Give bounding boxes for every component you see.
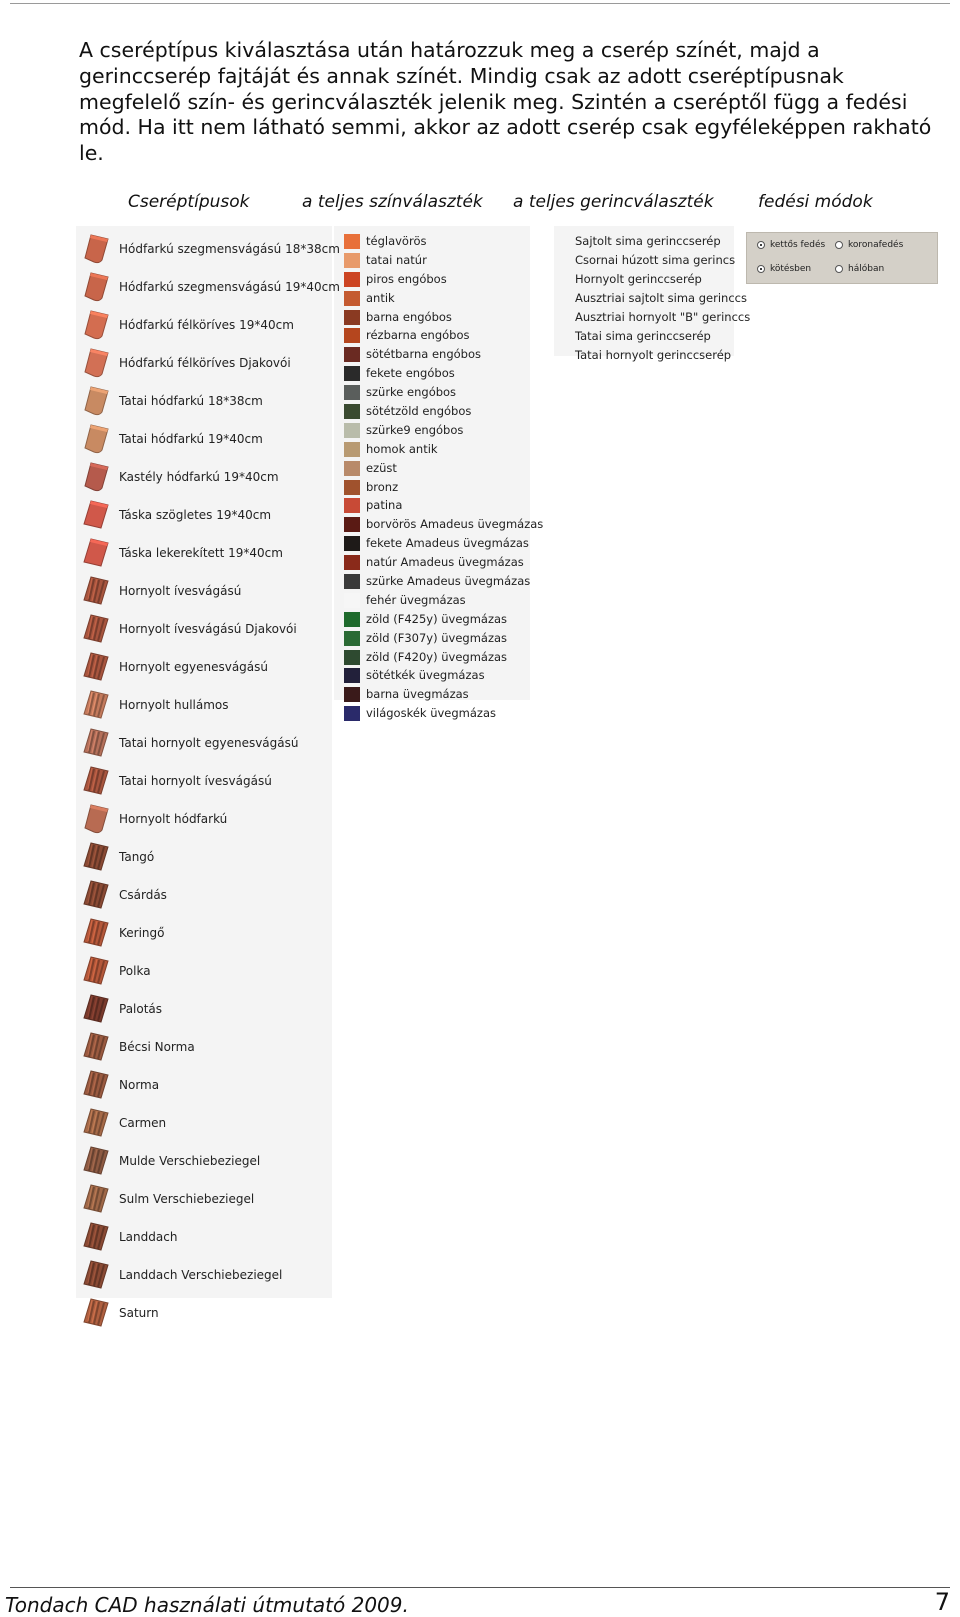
roof-tile-icon (82, 1031, 110, 1063)
ridge-option[interactable]: Tatai sima gerinccserép (575, 329, 711, 343)
color-swatch (344, 328, 360, 343)
tile-type-label: Tatai hódfarkú 18*38cm (119, 394, 263, 408)
tile-type-label: Saturn (119, 1306, 159, 1320)
roof-tile-icon (82, 841, 110, 873)
color-label: tatai natúr (366, 252, 427, 267)
tile-type-item[interactable] (79, 839, 339, 877)
tile-type-item[interactable] (79, 269, 339, 307)
ridge-option[interactable]: Ausztriai hornyolt "B" gerinccs (575, 310, 751, 324)
tile-type-item[interactable] (79, 535, 339, 573)
color-swatch (344, 480, 360, 495)
footer-title: Tondach CAD használati útmutató 2009. (5, 1593, 409, 1617)
color-option[interactable] (342, 705, 542, 724)
tile-type-item[interactable] (79, 611, 339, 649)
color-list (342, 233, 542, 724)
tile-type-item[interactable] (79, 801, 339, 839)
color-option[interactable] (342, 630, 542, 649)
radio-option[interactable] (757, 264, 811, 274)
color-swatch (344, 687, 360, 702)
color-option[interactable] (342, 554, 542, 573)
tile-type-item[interactable] (79, 383, 339, 421)
tile-type-item[interactable] (79, 915, 339, 953)
ridge-option[interactable]: Ausztriai sajtolt sima gerinccs (575, 291, 747, 305)
color-option[interactable] (342, 516, 542, 535)
tile-type-label: Csárdás (119, 888, 167, 902)
color-swatch (344, 291, 360, 306)
tile-type-label: Landdach Verschiebeziegel (119, 1268, 283, 1282)
color-option[interactable] (342, 479, 542, 498)
color-label: fekete engóbos (366, 366, 455, 381)
roof-tile-icon (82, 1221, 110, 1253)
color-label: téglavörös (366, 234, 427, 248)
tile-type-item[interactable] (79, 687, 339, 725)
radio-option[interactable] (757, 240, 825, 250)
tile-type-item[interactable] (79, 1219, 339, 1257)
ridge-option[interactable]: Tatai hornyolt gerinccserép (575, 348, 732, 362)
roof-tile-icon (82, 651, 110, 683)
tile-type-label: Táska lekerekített 19*40cm (119, 546, 283, 560)
color-label: fekete Amadeus üvegmázas (366, 536, 529, 551)
color-label: szürke Amadeus üvegmázas (366, 574, 531, 589)
color-swatch (344, 310, 360, 325)
radio-option[interactable] (835, 264, 884, 274)
tile-type-label: Tatai hornyolt egyenesvágású (119, 736, 299, 750)
tile-type-label: Hódfarkú félköríves Djakovói (119, 356, 291, 370)
tile-type-item[interactable] (79, 1143, 339, 1181)
tile-type-label: Hornyolt ívesvágású (119, 584, 242, 598)
color-swatch (344, 366, 360, 381)
color-option[interactable] (342, 611, 542, 630)
roof-tile-icon (82, 1069, 110, 1101)
color-option[interactable] (342, 460, 542, 479)
tile-type-label: Bécsi Norma (119, 1040, 195, 1054)
color-option[interactable] (342, 573, 542, 592)
color-label: sötétbarna engóbos (366, 347, 482, 362)
roof-tile-icon (82, 499, 110, 531)
color-label: világoskék üvegmázas (366, 706, 497, 721)
color-option[interactable] (342, 686, 542, 705)
color-swatch (344, 593, 360, 608)
color-label: borvörös Amadeus üvegmázas (366, 517, 544, 532)
color-label: sötétkék üvegmázas (366, 668, 485, 683)
tile-type-label: Norma (119, 1078, 160, 1092)
color-swatch (344, 706, 360, 721)
roof-tile-icon (82, 1107, 110, 1139)
tile-type-item[interactable] (79, 421, 339, 459)
tile-type-item[interactable] (79, 725, 339, 763)
tile-type-label: Tatai hódfarkú 19*40cm (119, 432, 263, 446)
tile-type-label: Hornyolt hullámos (119, 698, 229, 712)
color-label: fehér üvegmázas (366, 592, 466, 607)
color-option[interactable] (342, 667, 542, 686)
color-swatch (344, 574, 360, 589)
color-label: barna engóbos (366, 309, 452, 324)
color-label: szürke9 engóbos (366, 422, 464, 437)
tile-type-label: Tangó (119, 850, 155, 864)
color-swatch (344, 253, 360, 268)
tile-type-item[interactable] (79, 1105, 339, 1143)
color-option[interactable] (342, 441, 542, 460)
color-option[interactable] (342, 327, 542, 346)
roof-tile-icon (82, 575, 110, 607)
color-option[interactable] (342, 649, 542, 668)
color-label: piros engóbos (366, 271, 447, 286)
color-label: zöld (F307y) üvegmázas (366, 630, 508, 645)
header-colors: a teljes színválaszték (302, 192, 483, 212)
radio-label: koronafedés (848, 240, 904, 250)
tile-type-label: Hornyolt ívesvágású Djakovói (119, 622, 297, 636)
bottom-rule (10, 1587, 950, 1588)
tile-type-item[interactable] (79, 1257, 339, 1295)
color-swatch (344, 423, 360, 438)
tile-type-item[interactable] (79, 1067, 339, 1105)
color-swatch (344, 404, 360, 419)
ridge-list (573, 233, 753, 366)
radio-dot-icon (757, 265, 765, 273)
color-swatch (344, 536, 360, 551)
tile-type-label: Palotás (119, 1002, 163, 1016)
radio-label: hálóban (848, 264, 885, 274)
color-label: rézbarna engóbos (366, 328, 470, 343)
color-label: sötétzöld engóbos (366, 404, 472, 419)
tile-type-item[interactable] (79, 497, 339, 535)
roof-tile-icon (82, 1259, 110, 1291)
color-swatch (344, 555, 360, 570)
color-option[interactable] (342, 497, 542, 516)
tile-type-item[interactable] (79, 459, 339, 497)
tile-type-item[interactable] (79, 1295, 339, 1333)
intro-paragraph: A cseréptípus kiválasztása után határozzuk meg a cserép színét, majd a gerinccserép fajtáját és annak színét. Mindig csak az adott cseréptípusnak megfelelő szín- és gerincválaszték jelenik meg. Szintén a cseréptől függ a fedési mód. Ha itt nem látható semmi, akkor az adott cserép csak egyféleképpen rakható le. (79, 38, 932, 166)
color-option[interactable] (342, 535, 542, 554)
color-label: patina (366, 498, 403, 513)
color-swatch (344, 234, 360, 249)
color-swatch (344, 347, 360, 362)
radio-option[interactable] (835, 240, 903, 250)
page-number: 7 (934, 1588, 950, 1616)
roof-tile-icon (82, 537, 110, 569)
radio-dot-icon (835, 241, 843, 249)
tile-type-label: Hornyolt egyenesvágású (119, 660, 268, 674)
roof-tile-icon (82, 917, 110, 949)
color-swatch (344, 631, 360, 646)
color-label: szürke engóbos (366, 385, 457, 400)
radio-label: kötésben (770, 264, 812, 274)
color-option[interactable] (342, 365, 542, 384)
color-swatch (344, 612, 360, 627)
color-label: zöld (F425y) üvegmázas (366, 611, 508, 626)
radio-label: kettős fedés (770, 240, 826, 250)
roof-tile-icon (82, 993, 110, 1025)
color-label: zöld (F420y) üvegmázas (366, 649, 508, 664)
color-option[interactable] (342, 384, 542, 403)
roof-tile-icon (82, 613, 110, 645)
tile-type-item[interactable] (79, 953, 339, 991)
ridge-option[interactable]: Hornyolt gerinccserép (575, 272, 702, 286)
roof-tile-icon (82, 955, 110, 987)
roof-tile-icon (82, 385, 110, 417)
radio-dot-icon (757, 241, 765, 249)
roof-tile-icon (82, 1145, 110, 1177)
header-tile-types: Cseréptípusok (128, 192, 250, 212)
color-swatch (344, 272, 360, 287)
tile-type-label: Tatai hornyolt ívesvágású (119, 774, 272, 788)
color-label: ezüst (366, 460, 397, 475)
roof-tile-icon (82, 1183, 110, 1215)
color-option[interactable] (342, 252, 542, 271)
covering-row-1 (747, 233, 937, 257)
color-label: barna üvegmázas (366, 687, 469, 702)
tile-type-item[interactable] (79, 649, 339, 687)
roof-tile-icon (82, 879, 110, 911)
color-option[interactable] (342, 233, 542, 252)
header-covering: fedési módok (758, 192, 873, 212)
color-option[interactable] (342, 271, 542, 290)
tile-type-label: Táska szögletes 19*40cm (119, 508, 272, 522)
tile-type-item[interactable] (79, 1181, 339, 1219)
roof-tile-icon (82, 423, 110, 455)
tile-type-label: Hódfarkú félköríves 19*40cm (119, 318, 294, 332)
color-option[interactable] (342, 592, 542, 611)
color-swatch (344, 650, 360, 665)
roof-tile-icon (82, 347, 110, 379)
tile-type-item[interactable] (79, 991, 339, 1029)
ridge-option[interactable]: Sajtolt sima gerinccserép (575, 234, 721, 248)
color-option[interactable] (342, 309, 542, 328)
color-swatch (344, 385, 360, 400)
tile-type-label: Hódfarkú szegmensvágású 19*40cm (119, 280, 340, 294)
tile-type-label: Hódfarkú szegmensvágású 18*38cm (119, 242, 340, 256)
tile-type-label: Mulde Verschiebeziegel (119, 1154, 261, 1168)
color-label: natúr Amadeus üvegmázas (366, 555, 524, 570)
roof-tile-icon (82, 233, 110, 265)
roof-tile-icon (82, 727, 110, 759)
tile-type-label: Kastély hódfarkú 19*40cm (119, 470, 279, 484)
color-option[interactable] (342, 290, 542, 309)
tile-type-item[interactable] (79, 877, 339, 915)
tile-type-item[interactable] (79, 573, 339, 611)
header-ridges: a teljes gerincválaszték (513, 192, 714, 212)
color-label: bronz (366, 479, 399, 494)
color-swatch (344, 668, 360, 683)
roof-tile-icon (82, 765, 110, 797)
color-swatch (344, 517, 360, 532)
tile-type-list (79, 231, 339, 1333)
covering-row-2 (747, 257, 937, 281)
color-label: homok antik (366, 441, 438, 456)
color-option[interactable] (342, 346, 542, 365)
tile-type-label: Sulm Verschiebeziegel (119, 1192, 255, 1206)
roof-tile-icon (82, 271, 110, 303)
color-option[interactable] (342, 422, 542, 441)
tile-type-item[interactable] (79, 231, 339, 269)
color-label: antik (366, 290, 395, 305)
tile-type-label: Keringő (119, 926, 165, 940)
tile-type-label: Hornyolt hódfarkú (119, 812, 228, 826)
radio-dot-icon (835, 265, 843, 273)
top-rule (10, 3, 950, 4)
roof-tile-icon (82, 1297, 110, 1329)
color-swatch (344, 442, 360, 457)
ridge-option[interactable]: Csornai húzott sima gerincs (575, 253, 736, 267)
tile-type-item[interactable] (79, 763, 339, 801)
tile-type-item[interactable] (79, 1029, 339, 1067)
tile-type-label: Landdach (119, 1230, 178, 1244)
covering-options-box (746, 232, 938, 284)
tile-type-item[interactable] (79, 307, 339, 345)
color-swatch (344, 498, 360, 513)
color-option[interactable] (342, 403, 542, 422)
color-swatch (344, 461, 360, 476)
roof-tile-icon (82, 309, 110, 341)
roof-tile-icon (82, 689, 110, 721)
roof-tile-icon (82, 803, 110, 835)
tile-type-item[interactable] (79, 345, 339, 383)
tile-type-label: Carmen (119, 1116, 167, 1130)
roof-tile-icon (82, 461, 110, 493)
tile-type-label: Polka (119, 964, 151, 978)
